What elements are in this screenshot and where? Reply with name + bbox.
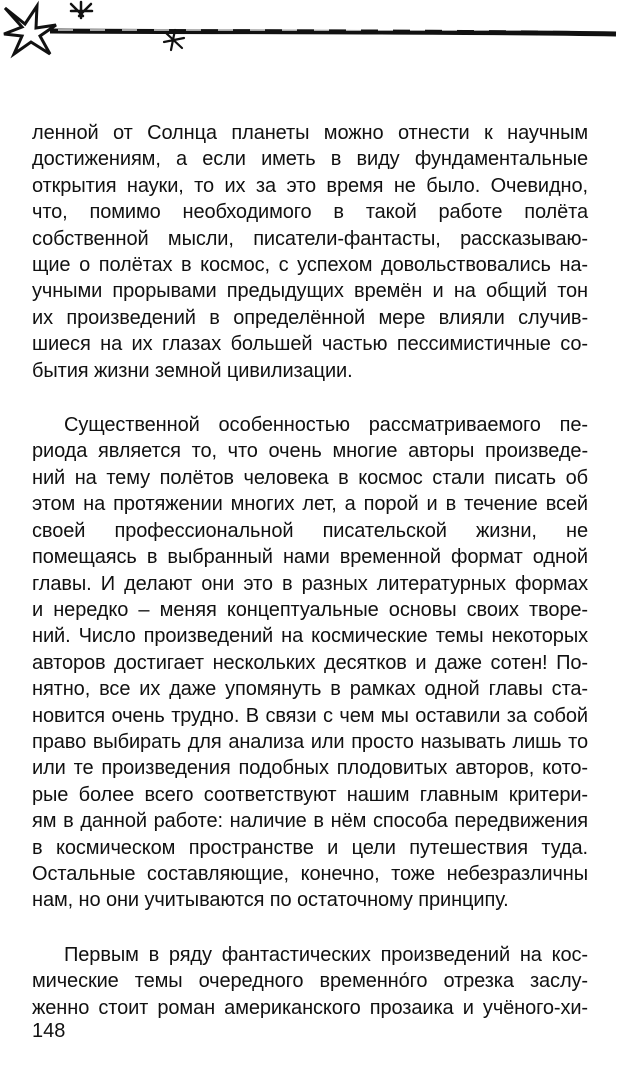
text-line: шиеся на их глазах большей частью пессимистичные со- — [32, 333, 588, 356]
text-line: право выбирать для анализа или просто называть лишь то — [32, 730, 588, 753]
text-line: собственной мысли, писатели-фантасты, рассказываю- — [32, 227, 588, 250]
paragraph-3 — [32, 942, 588, 1021]
text-line: своей профессиональной писательской жизни, не — [32, 519, 588, 542]
small-star-icon — [71, 2, 92, 18]
text-line: открытия науки, то их за это время не было. Очевидно, — [32, 174, 588, 197]
text-line: ленной от Солнца планеты можно отнести к научным — [32, 122, 588, 144]
text-line-content: Первым в ряду фантастических произведений на кос- — [64, 943, 588, 966]
text-line: Остальные составляющие, конечно, тоже небезразличны — [32, 862, 588, 885]
text-line: что, помимо необходимого в такой работе полёта — [32, 201, 588, 224]
page-number: 148 — [32, 1020, 66, 1042]
text-line: этом на протяжении многих лет, а порой и в течение всей — [32, 493, 588, 516]
text-line: главы. И делают они это в разных литературных формах — [32, 572, 588, 595]
text-line: женно стоит роман американского прозаика и учёного-хи- — [32, 996, 588, 1019]
text-line: и нередко – меняя концептуальные основы своих творе- — [32, 598, 588, 621]
text-line: ний на тему полётов человека в космос стали писать об — [32, 466, 588, 489]
text-line-content: Существенной особенностью рассматриваемого пе- — [64, 414, 588, 437]
text-line: рые более всего соответствуют нашим главным критери- — [32, 783, 588, 806]
paragraph-gap — [32, 384, 588, 412]
text-line: нам, но они учитываются по остаточному принципу. — [32, 889, 509, 912]
paragraph-gap — [32, 914, 588, 942]
text-line: в космическом пространстве и цели путешествия туда. — [32, 836, 588, 859]
page-text — [32, 120, 588, 1021]
text-line: ний. Число произведений на космические темы некоторых — [32, 625, 588, 648]
text-line: бытия жизни земной цивилизации. — [32, 359, 353, 382]
text-line-indented — [32, 942, 588, 968]
header-ornament — [0, 0, 620, 70]
text-line: щие о полётах в космос, с успехом довольствовались на- — [32, 254, 588, 277]
text-line: ям в данной работе: наличие в нём способа передвижения — [32, 810, 588, 833]
text-line: помещаясь в выбранный нами временной формат одной — [32, 546, 588, 569]
text-line: их произведений в определённой мере влияли случив- — [32, 306, 588, 329]
star-burst-icon — [4, 6, 56, 54]
paragraph-2 — [32, 412, 588, 914]
text-line: мические темы очередного временно́го отрезка заслу- — [32, 970, 588, 993]
text-line: или те произведения подобных плодовитых авторов, кото- — [32, 757, 588, 780]
text-line: риода является то, что очень многие авторы произведе- — [32, 440, 588, 463]
text-line: авторов достигает нескольких десятков и даже сотен! По- — [32, 651, 588, 674]
text-line-indented — [32, 412, 588, 438]
text-line: достижениям, а если иметь в виду фундаментальные — [32, 148, 588, 171]
dashed-rule — [50, 30, 616, 34]
text-line: учными прорывами предыдущих времён и на общий тон — [32, 280, 588, 303]
text-line: новится очень трудно. В связи с чем мы оставили за собой — [32, 704, 588, 727]
text-line: нятно, все их даже упомянуть в рамках одной главы ста- — [32, 678, 588, 701]
paragraph-1 — [32, 120, 588, 384]
